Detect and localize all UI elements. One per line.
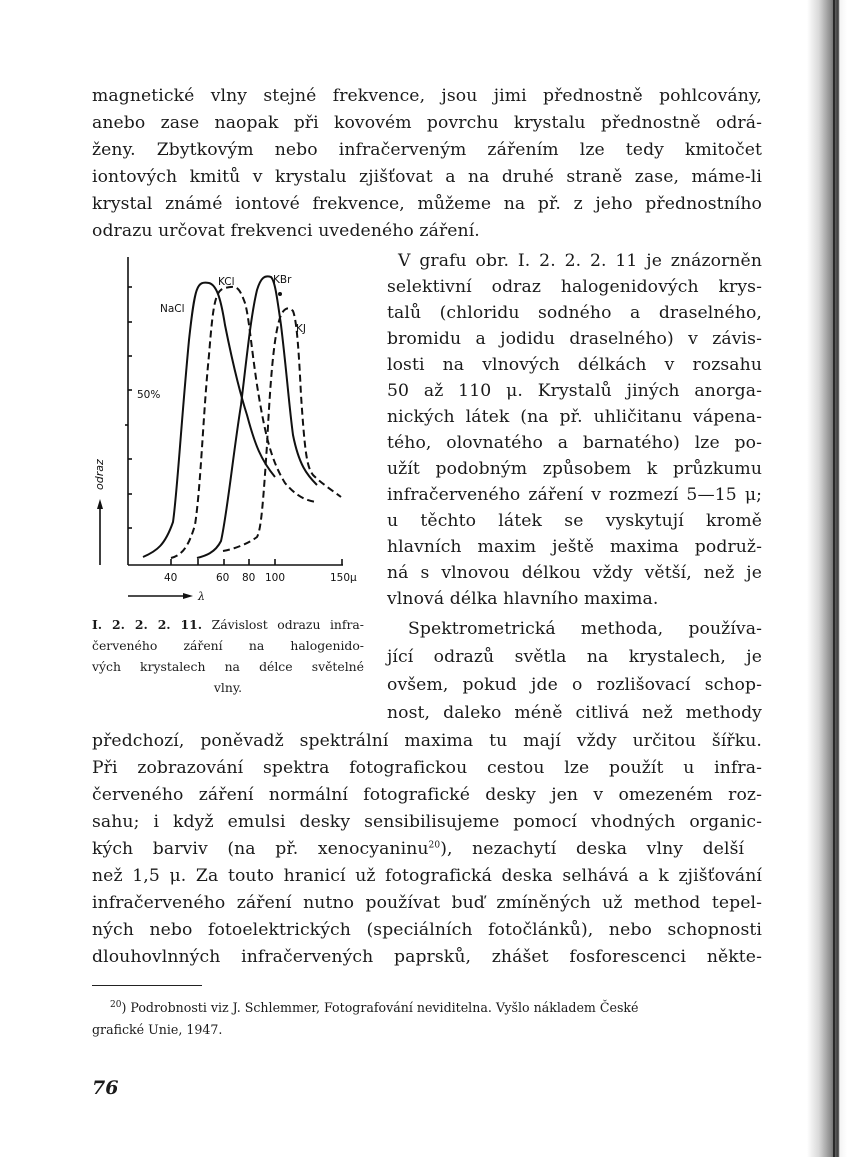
body-text-line: anebo zase naopak při kovovém povrchu krystalu přednostně odrá- [92, 113, 762, 133]
body-text-line: V grafu obr. I. 2. 2. 2. 11 je znázorněn [398, 251, 762, 271]
svg-text:40: 40 [164, 572, 178, 584]
body-text-line: tého, olovnatého a barnatého) lze po- [387, 433, 762, 453]
curve-kj [223, 308, 341, 551]
footnote-line: $^{20}$) Podrobnosti viz J. Schlemmer, Fotografování neviditelna. Vyšlo nákladem České [110, 999, 639, 1015]
footnote-divider [92, 985, 202, 986]
body-text-line: infračerveného záření v rozmezí 5—15 μ; [387, 485, 762, 505]
reflection-chart [85, 245, 375, 605]
footnote-reference[interactable]: 20 [428, 840, 441, 851]
svg-text:odraz: odraz [93, 459, 106, 490]
body-text-line: odrazu určovat frekvenci uvedeného záření. [92, 221, 480, 241]
body-text-line: ženy. Zbytkovým nebo infračerveným zářením lze tedy kmitočet [92, 140, 762, 160]
series-label-kj: KJ [296, 323, 306, 335]
body-text-line: sahu; i když emulsi desky sensibilisujeme pomocí vhodných organic- [92, 812, 762, 832]
body-text-line: infračerveného záření nutno používat buď zmíněných už method tepel- [92, 893, 762, 913]
figure-caption-line: červeného záření na halogenido- [92, 638, 364, 653]
body-text-line: nických látek (na př. uhličitanu vápena- [387, 407, 762, 427]
x-axis-label [128, 590, 205, 603]
body-text-line: vlnová délka hlavního maxima. [387, 589, 659, 609]
body-text-line: losti na vlnových délkách v rozsahu [387, 355, 762, 375]
chart-dot-marker [278, 292, 282, 296]
body-text-line: dlouhovlnných infračervených paprsků, zhášet fosforescenci někte- [92, 947, 762, 967]
svg-text:150μ: 150μ [330, 572, 357, 584]
body-text-line: ovšem, pokud jde o rozlišovací schop- [387, 675, 762, 695]
figure-caption-line: vlny. [213, 680, 243, 695]
figure-caption-line: vých krystalech na délce světelné [92, 659, 364, 674]
up-arrow-icon [97, 499, 103, 509]
series-label-nacl: NaCl [160, 303, 185, 315]
body-text-line: nost, daleko méně citlivá než methody [387, 703, 762, 723]
right-arrow-icon [183, 593, 193, 599]
page-number: 76 [92, 1077, 119, 1099]
series-label-kbr: KBr [273, 274, 292, 286]
page-edge-shadow [807, 0, 847, 1157]
body-text-line: předchozí, poněvadž spektrální maxima tu mají vždy určitou šířku. [92, 731, 762, 751]
body-text-line: 50 až 110 μ. Krystalů jiných anorga- [387, 381, 762, 401]
page-edge-line [833, 0, 835, 1157]
chart-axes [125, 257, 343, 565]
svg-text:80: 80 [242, 572, 256, 584]
body-text-line: červeného záření normální fotografické desky jen v omezeném roz- [92, 785, 762, 805]
body-text-line: Při zobrazování spektra fotografickou cestou lze použít u infra- [92, 758, 762, 778]
series-label-kcl: KCl [218, 276, 235, 288]
body-text-line: u těchto látek se vyskytují kromě [387, 511, 762, 531]
body-text-line: talů (chloridu sodného a draselného, [387, 303, 762, 323]
svg-text:60: 60 [216, 572, 230, 584]
body-text-line: než 1,5 μ. Za touto hranicí už fotografická deska selhává a k zjišťování [92, 866, 762, 886]
body-text-line: selektivní odraz halogenidových krys- [387, 277, 762, 297]
figure-number: I. 2. 2. 2. 11. [92, 617, 203, 632]
body-text-line: magnetické vlny stejné frekvence, jsou jimi přednostně pohlcovány, [92, 86, 762, 106]
body-text-line: ná s vlnovou délkou vždy větší, než je [387, 563, 762, 583]
body-text-line: iontových kmitů v krystalu zjišťovat a na druhé straně zase, máme-li [92, 167, 762, 187]
curve-kbr [197, 276, 317, 558]
body-text-line: ných nebo fotoelektrických (speciálních fotočlánků), nebo schopnosti [92, 920, 762, 940]
body-text-line: bromidu a jodidu draselného) v závis- [387, 329, 762, 349]
body-text-line: užít podobným způsobem k průzkumu [387, 459, 762, 479]
footnote-line: grafické Unie, 1947. [92, 1022, 223, 1037]
y-tick-label-50: 50% [137, 389, 161, 401]
body-text-line: Spektrometrická methoda, používa- [408, 619, 762, 639]
x-tick-labels [164, 572, 357, 584]
y-axis-label [93, 459, 106, 565]
body-text-line: kých barviv (na př. xenocyaninu$^{20}$), nezachytí deska vlny delší [92, 839, 745, 859]
figure-caption-line: I. 2. 2. 2. 11. Závislost odrazu infra- [92, 617, 364, 632]
body-text-line: hlavních maxim ještě maxima podruž- [387, 537, 762, 557]
curve-nacl [143, 283, 275, 557]
body-text-line: jící odrazů světla na krystalech, je [387, 647, 762, 667]
footnote-marker: 20 [110, 999, 122, 1010]
svg-text:100: 100 [265, 572, 286, 584]
svg-text:λ: λ [198, 590, 205, 603]
body-text-line: krystal známé iontové frekvence, můžeme na př. z jeho přednostního [92, 194, 762, 214]
